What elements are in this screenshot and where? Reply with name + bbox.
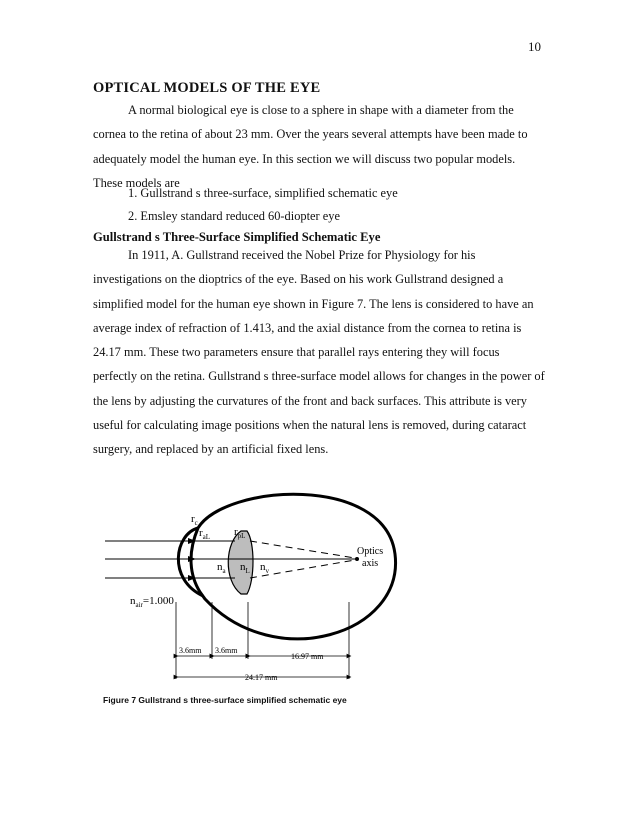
models-list bbox=[128, 182, 398, 228]
label-nl: $n_L$ bbox=[240, 561, 250, 575]
label-ral: $r_{aL}$ bbox=[199, 527, 211, 541]
focal-point bbox=[355, 557, 359, 561]
list-item: 2. Emsley standard reduced 60-diopter eye bbox=[128, 209, 340, 223]
label-rpl: $r_{pL}$ bbox=[234, 526, 246, 540]
body-paragraph bbox=[93, 243, 545, 462]
body-text: In 1911, A. Gullstrand received the Nobel Prize for Physiology for his investigations on the dioptrics of the eye. Based on his work Gullstrand designed a simplified model for the human eye shown in Figure 7. The lens is considered to have an average index of refraction of 1.413, and the axial distance from the cornea to retina is 24.17 mm. These two parameters ensure that parallel rays entering they will focus perfectly on the retina. Gullstrand s three-surface model allows for changes in the power of the lens by adjusting the curvatures of the front and back surfaces. This attribute is very useful for calculating image positions when the natural lens is removed, during cataract surgery, and replaced by an artificial fixed lens. bbox=[93, 248, 545, 457]
intro-text: A normal biological eye is close to a sphere in shape with a diameter from the cornea to the retina of about 23 mm. Over the years several attempts have been made to adequately model the human eye. In this section we will discuss two popular models. These models are bbox=[93, 103, 528, 190]
eye-model-figure bbox=[95, 484, 475, 684]
section-title: OPTICAL MODELS OF THE EYE bbox=[93, 80, 321, 96]
subsection-heading: Gullstrand s Three-Surface Simplified Schematic Eye bbox=[93, 230, 381, 244]
label-axis: axis bbox=[362, 558, 379, 569]
label-rc: $r_c$ bbox=[191, 513, 198, 527]
dim-label-d1: 3.6mm bbox=[179, 646, 202, 655]
eye-diagram bbox=[95, 484, 475, 684]
intro-paragraph bbox=[93, 98, 545, 195]
list-item: 1. Gullstrand s three-surface, simplified schematic eye bbox=[128, 186, 398, 200]
page-number: 10 bbox=[528, 39, 541, 54]
converging-ray-top bbox=[250, 541, 355, 558]
label-optics: Optics bbox=[357, 546, 384, 557]
label-nair: $n_{air}=1.000$ bbox=[130, 595, 174, 609]
dim-label-total: 24.17 mm bbox=[245, 673, 278, 682]
dim-label-d3: 16.97 mm bbox=[291, 652, 324, 661]
figure-caption: Figure 7 Gullstrand s three-surface simplified schematic eye bbox=[103, 695, 347, 705]
dim-label-d2: 3.6mm bbox=[215, 646, 238, 655]
label-na: $n_a$ bbox=[217, 561, 226, 575]
label-nv: $n_v$ bbox=[260, 561, 269, 575]
